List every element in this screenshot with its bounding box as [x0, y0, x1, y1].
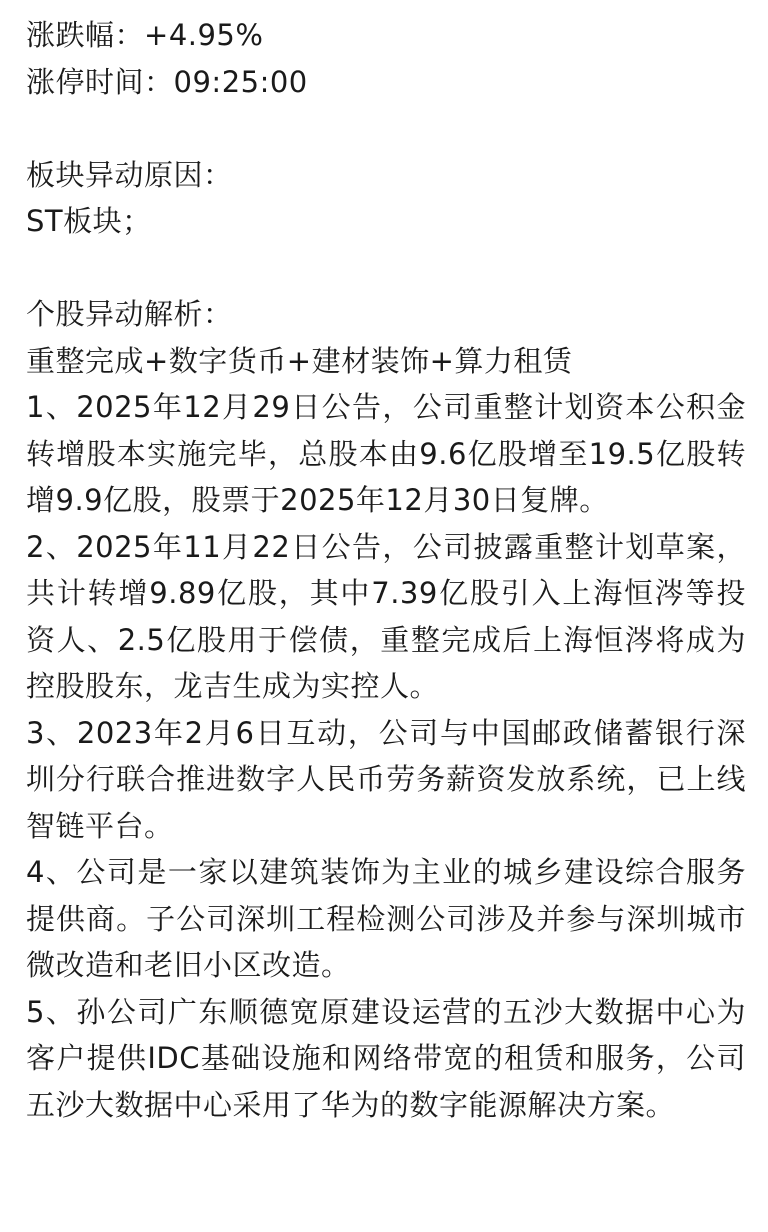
article-body: [26, 12, 746, 1128]
change-row: [26, 12, 746, 59]
analysis-item-5: 5、孙公司广东顺德宽原建设运营的五沙大数据中心为客户提供IDC基础设施和网络带宽的租赁和服务，公司五沙大数据中心采用了华为的数字能源解决方案。: [26, 994, 746, 1122]
sector-heading: 板块异动原因：: [26, 157, 233, 192]
analysis-item-2: 2、2025年11月22日公告，公司披露重整计划草案，共计转增9.89亿股，其中7.39亿股引入上海恒涔等投资人、2.5亿股用于偿债，重整完成后上海恒涔将成为控股股东，龙吉生成为实控人。: [26, 529, 746, 703]
limit-time-row: [26, 59, 746, 106]
analysis-item-1: 1、2025年12月29日公告，公司重整计划资本公积金转增股本实施完毕，总股本由9.6亿股增至19.5亿股转增9.9亿股，股票于2025年12月30日复牌。: [26, 390, 746, 517]
analysis-themes: 重整完成+数字货币+建材装饰+算力租赁: [26, 343, 573, 378]
analysis-heading: 个股异动解析：: [26, 297, 233, 331]
limit-time-value: 09:25:00: [173, 64, 308, 99]
spacer: [26, 105, 746, 152]
limit-time-label: 涨停时间：: [26, 64, 174, 99]
sector-value: ST板块；: [26, 204, 152, 238]
analysis-item-4: 4、公司是一家以建筑装饰为主业的城乡建设综合服务提供商。子公司深圳工程检测公司涉及并参与深圳城市微改造和老旧小区改造。: [26, 855, 746, 982]
change-value: +4.95%: [144, 18, 264, 52]
spacer: [26, 245, 746, 292]
analysis-item-3: 3、2023年2月6日互动，公司与中国邮政储蓄银行深圳分行联合推进数字人民币劳务薪资发放系统，已上线智链平台。: [26, 715, 746, 843]
change-label: 涨跌幅：: [26, 18, 145, 52]
